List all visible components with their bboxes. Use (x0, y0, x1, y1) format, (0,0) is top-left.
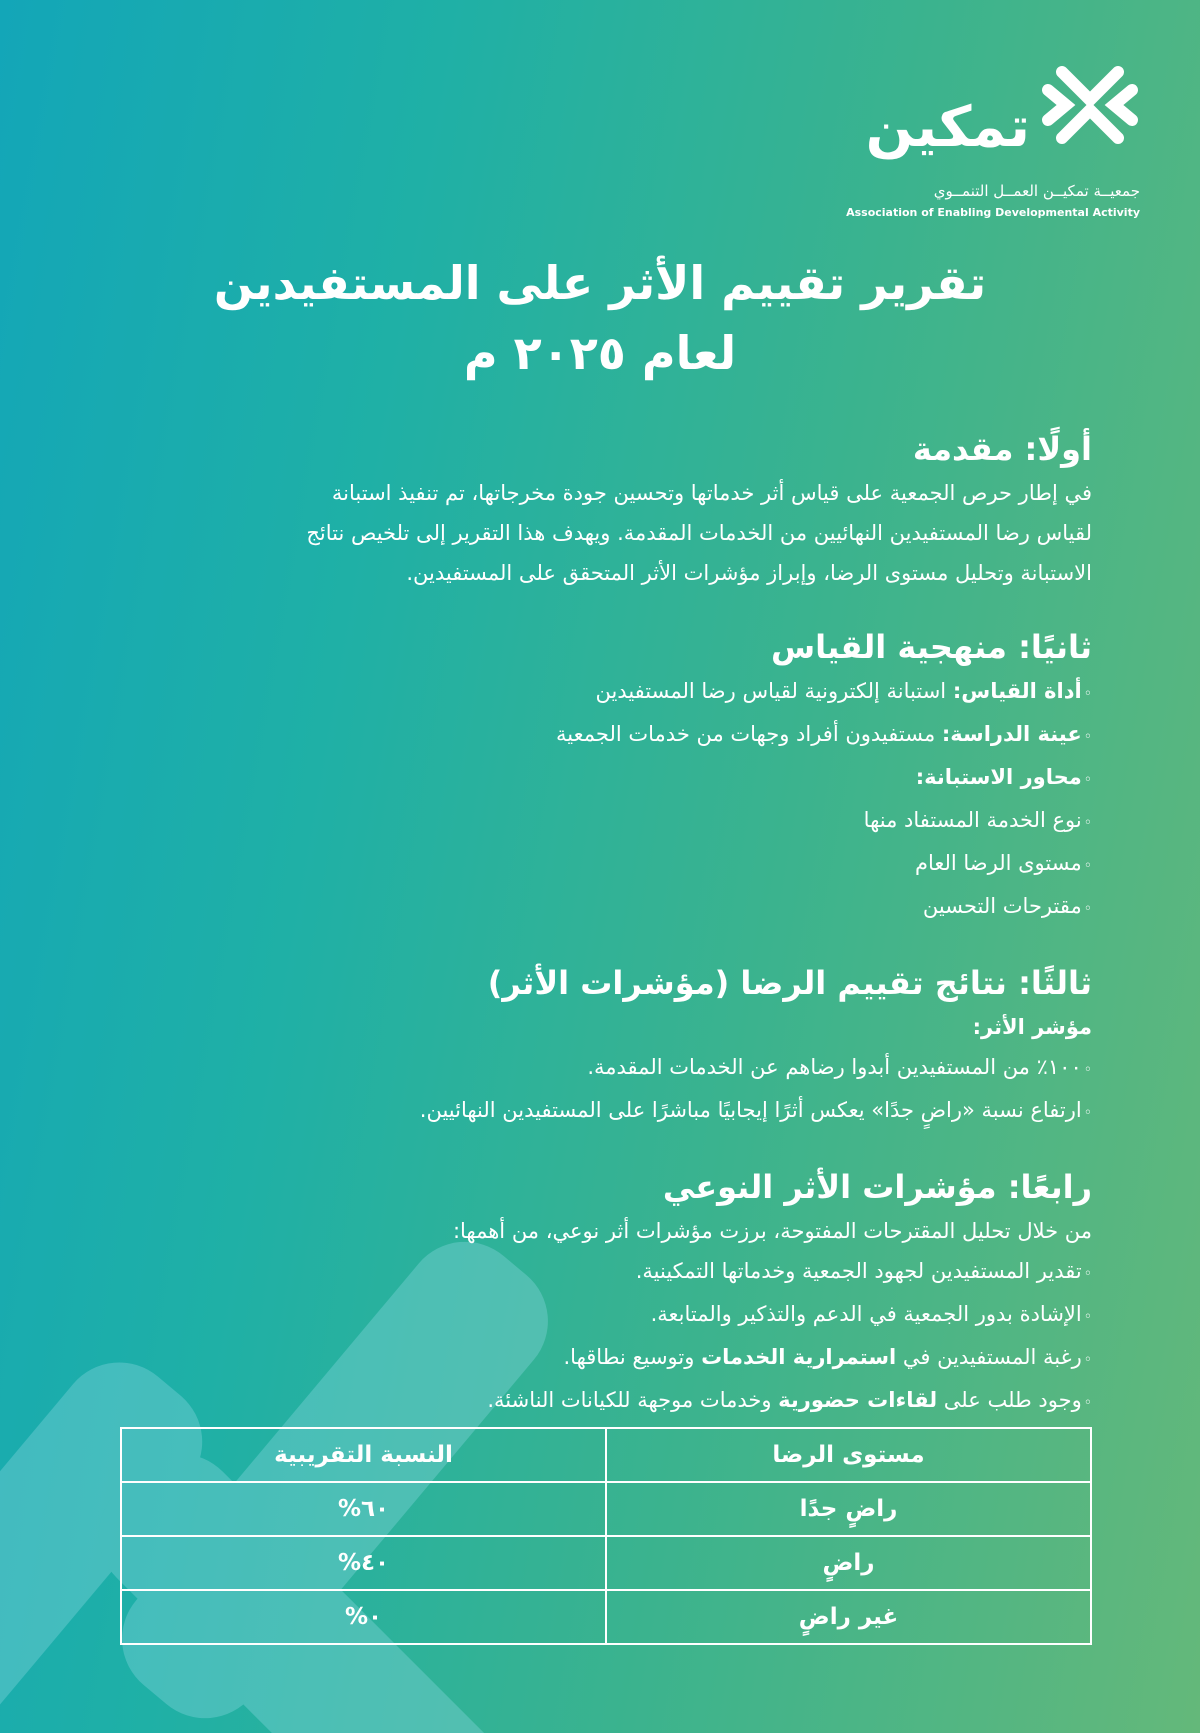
item-label: محاور الاستبانة: (915, 765, 1082, 789)
table-row (121, 1536, 1091, 1590)
logo-english-name: Association of Enabling Developmental Activity (846, 206, 1140, 219)
paragraph-line: الاستبانة وتحليل مستوى الرضا، وإبراز مؤشرات الأثر المتحقق على المستفيدين. (406, 561, 1092, 585)
cell-level: راضٍ (606, 1536, 1091, 1590)
list-item: ◦ ارتفاع نسبة «راضٍ جدًا» يعكس أثرًا إيجابيًا مباشرًا على المستفيدين النهائيين. (107, 1090, 1092, 1133)
section-heading: ثانيًا: منهجية القياس (771, 628, 1092, 666)
list-item: ◦ الإشادة بدور الجمعية في الدعم والتذكير والمتابعة. (107, 1294, 1092, 1337)
header-percent: النسبة التقريبية (121, 1428, 606, 1482)
section-heading: ثالثًا: نتائج تقييم الرضا (مؤشرات الأثر) (487, 964, 1092, 1002)
paragraph-line: لقياس رضا المستفيدين النهائيين من الخدمات المقدمة. ويهدف هذا التقرير إلى تلخيص نتائج (306, 521, 1092, 545)
list-item (107, 757, 1092, 800)
item-text: وجود طلب على (937, 1388, 1082, 1412)
item-emphasis: استمرارية الخدمات (701, 1345, 897, 1369)
item-text: وخدمات موجهة للكيانات الناشئة. (487, 1388, 779, 1412)
logo-mark-icon (1040, 60, 1140, 150)
section-intro: من خلال تحليل المقترحات المفتوحة، برزت مؤشرات أثر نوعي، من أهمها: (452, 1219, 1092, 1243)
item-text: رغبة المستفيدين في (896, 1345, 1082, 1369)
section-heading: رابعًا: مؤشرات الأثر النوعي (662, 1168, 1092, 1206)
list-item (107, 1380, 1092, 1423)
table-row (121, 1590, 1091, 1644)
list-item (107, 671, 1092, 714)
cell-percent: ٦٠% (121, 1482, 606, 1536)
item-label: أداة القياس: (952, 679, 1082, 703)
satisfaction-table (120, 1427, 1092, 1645)
table-header-row (121, 1428, 1091, 1482)
list-item (107, 714, 1092, 757)
section-methodology (107, 623, 1092, 929)
item-value: مستفيدون أفراد وجهات من خدمات الجمعية (556, 722, 942, 746)
cell-percent: ٠% (121, 1590, 606, 1644)
logo-arabic-name: جمعيــة تمكيــن العمــل التنمــوي (933, 182, 1140, 200)
item-value: استبانة إلكترونية لقياس رضا المستفيدين (595, 679, 953, 703)
item-emphasis: لقاءات حضورية (778, 1388, 938, 1412)
cell-level: غير راضٍ (606, 1590, 1091, 1644)
paragraph-line: في إطار حرص الجمعية على قياس أثر خدماتها وتحسين جودة مخرجاتها، تم تنفيذ استبانة (331, 481, 1092, 505)
title-line-2: لعام ٢٠٢٥ م (463, 326, 737, 380)
report-title (0, 248, 1200, 388)
item-text: وتوسيع نطاقها. (563, 1345, 702, 1369)
table-row (121, 1482, 1091, 1536)
section-qualitative (107, 1163, 1092, 1423)
cell-percent: ٤٠% (121, 1536, 606, 1590)
item-label: عينة الدراسة: (941, 722, 1082, 746)
list-item: ◦ تقدير المستفيدين لجهود الجمعية وخدماتها التمكينية. (107, 1251, 1092, 1294)
list-item: ◦ ١٠٠٪ من المستفيدين أبدوا رضاهم عن الخدمات المقدمة. (107, 1047, 1092, 1090)
logo-word: تمكين (865, 95, 1030, 160)
section-results (107, 959, 1092, 1133)
section-heading: أولًا: مقدمة (912, 430, 1092, 468)
report-body (107, 425, 1092, 1453)
section-subheading: مؤشر الأثر: (972, 1015, 1092, 1039)
list-item: ◦ نوع الخدمة المستفاد منها (107, 800, 1092, 843)
association-logo (846, 60, 1140, 230)
cell-level: راضٍ جدًا (606, 1482, 1091, 1536)
title-line-1: تقرير تقييم الأثر على المستفيدين (213, 256, 987, 310)
section-introduction (107, 425, 1092, 593)
list-item (107, 1337, 1092, 1380)
list-item: ◦ مستوى الرضا العام (107, 843, 1092, 886)
list-item: ◦ مقترحات التحسين (107, 886, 1092, 929)
header-level: مستوى الرضا (606, 1428, 1091, 1482)
